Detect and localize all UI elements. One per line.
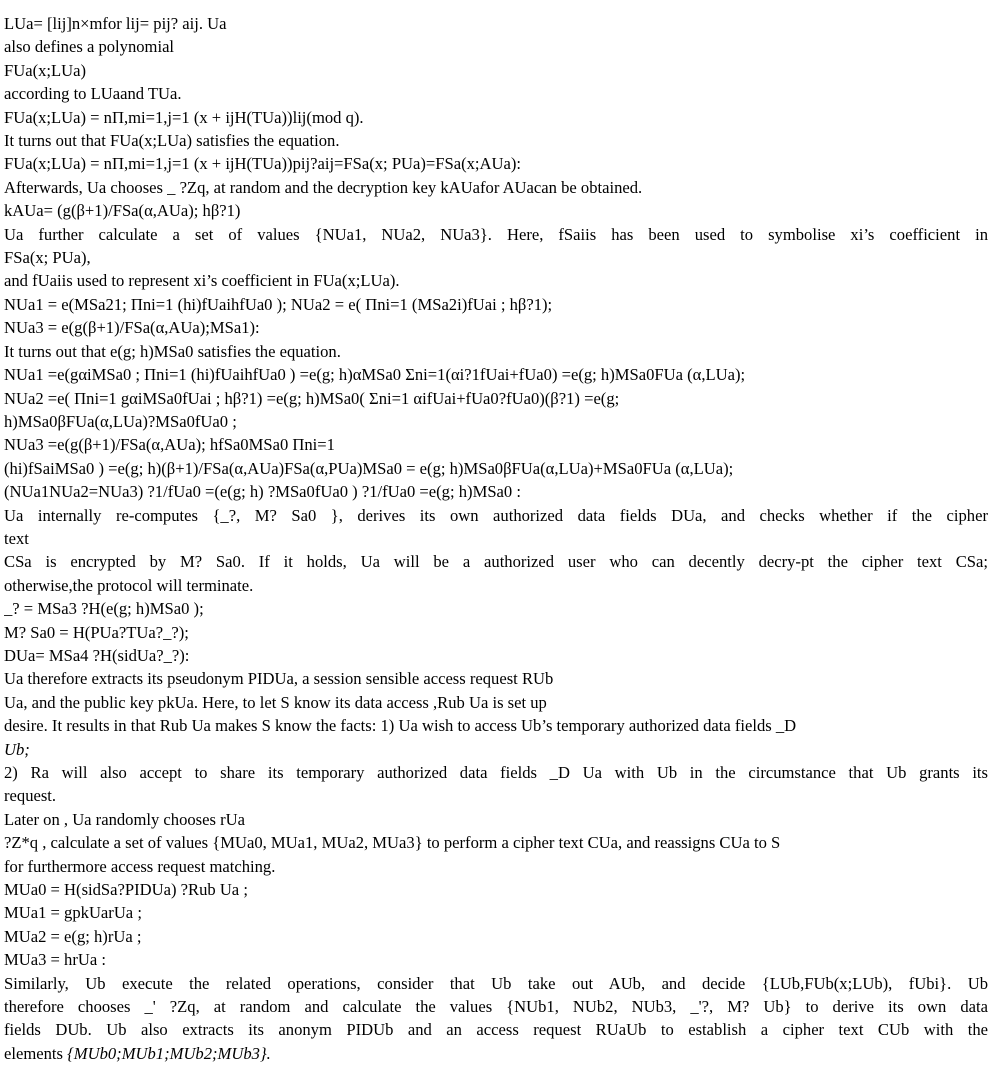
text-line: MUa3 = hrUa : [4, 950, 106, 970]
italic-formula: {MUb0;MUb1;MUb2;MUb3}. [67, 1043, 271, 1063]
text-line: desire. It results in that Rub Ua makes S know the facts: 1) Ua wish to access Ub’s temporary authorized data fields _D [4, 716, 797, 736]
text-line: FUa(x;LUa) = nΠ,mi=1,j=1 (x + ijH(TUa))pij?aij=FSa(x; PUa)=FSa(x;AUa): [4, 154, 521, 174]
text-line: It turns out that FUa(x;LUa) satisfies the equation. [4, 131, 340, 151]
text-line: and fUaiis used to represent xi’s coefficient in FUa(x;LUa). [4, 271, 400, 291]
text-line: NUa3 =e(g(β+1)/FSa(α,AUa); hfSa0MSa0 Πni=1 [4, 435, 335, 455]
text-line: text [4, 528, 29, 548]
text-line-lead: elements [4, 1043, 68, 1063]
text-line: M? Sa0 = H(PUa?TUa?_?); [4, 622, 189, 642]
text-line: FUa(x;LUa) = nΠ,mi=1,j=1 (x + ijH(TUa))lij(mod q). [4, 107, 364, 127]
text-line: Ua internally re-computes {_?, M? Sa0 }, derives its own authorized data fields DUa, and checks whether if the cipher [4, 505, 988, 525]
text-line: Ua, and the public key pkUa. Here, to let S know its data access ,Rub Ua is set up [4, 692, 547, 712]
text-line: CSa is encrypted by M? Sa0. If it holds, Ua will be a authorized user who can decently decry-pt the cipher text CSa; [4, 552, 988, 572]
text-line: It turns out that e(g; h)MSa0 satisfies the equation. [4, 341, 341, 361]
text-line: FSa(x; PUa), [4, 248, 91, 268]
text-line: kAUa= (g(β+1)/FSa(α,AUa); hβ?1) [4, 201, 241, 221]
text-line: Ua further calculate a set of values {NUa1, NUa2, NUa3}. Here, fSaiis has been used to symbolise xi’s coefficient in [4, 224, 988, 244]
text-line: Ua therefore extracts its pseudonym PIDUa, a session sensible access request RUb [4, 669, 554, 689]
text-line: Similarly, Ub execute the related operations, consider that Ub take out AUb, and decide {LUb,FUb(x;LUb), fUbi}. Ub [4, 973, 988, 993]
text-line: Later on , Ua randomly chooses rUa [4, 809, 245, 829]
text-line: h)MSa0βFUa(α,LUa)?MSa0fUa0 ; [4, 411, 237, 431]
text-line: NUa1 =e(gαiMSa0 ; Πni=1 (hi)fUaihfUa0 ) =e(g; h)αMSa0 Σni=1(αi?1fUai+fUa0) =e(g; h)MSa0FUa (α,LUa); [4, 365, 746, 385]
text-line: MUa0 = H(sidSa?PIDUa) ?Rub Ua ; [4, 880, 248, 900]
text-line: _? = MSa3 ?H(e(g; h)MSa0 ); [4, 599, 204, 619]
text-line: fields DUb. Ub also extracts its anonym PIDUb and an access request RUaUb to establish a cipher text CUb with the [4, 1020, 988, 1040]
text-line: according to LUaand TUa. [4, 84, 182, 104]
text-line: ?Z*q , calculate a set of values {MUa0, MUa1, MUa2, MUa3} to perform a cipher text CUa, and reassigns CUa to S [4, 833, 781, 853]
text-line: 2) Ra will also accept to share its temporary authorized data fields _D Ua with Ub in the circumstance that Ub grants its [4, 763, 988, 782]
text-line: (NUa1NUa2=NUa3) ?1/fUa0 =(e(g; h) ?MSa0fUa0 ) ?1/fUa0 =e(g; h)MSa0 : [4, 482, 521, 502]
text-line: for furthermore access request matching. [4, 856, 276, 876]
text-line: NUa2 =e( Πni=1 gαiMSa0fUai ; hβ?1) =e(g; h)MSa0( Σni=1 αifUai+fUa0?fUa0)(β?1) =e(g; [4, 388, 620, 408]
text-line: DUa= MSa4 ?H(sidUa?_?): [4, 645, 190, 665]
text-line: MUa1 = gpkUarUa ; [4, 903, 142, 923]
text-line [4, 1042, 988, 1065]
text-line: NUa1 = e(MSa21; Πni=1 (hi)fUaihfUa0 ); NUa2 = e( Πni=1 (MSa2i)fUai ; hβ?1); [4, 294, 553, 314]
text-line: Ub; [4, 739, 30, 759]
text-line: also defines a polynomial [4, 37, 175, 57]
text-line: otherwise,the protocol will terminate. [4, 575, 254, 595]
text-line: FUa(x;LUa) [4, 60, 87, 80]
text-line: Afterwards, Ua chooses _ ?Zq, at random and the decryption key kAUafor AUacan be obtained. [4, 177, 643, 197]
text-line: therefore chooses _' ?Zq, at random and calculate the values {NUb1, NUb2, NUb3, _'?, M? Ub} to derive its own data [4, 997, 988, 1017]
text-line: NUa3 = e(g(β+1)/FSa(α,AUa);MSa1): [4, 318, 260, 338]
text-line: request. [4, 786, 57, 806]
text-line: LUa= [lij]n×mfor lij= pij? aij. Ua [4, 14, 227, 33]
text-line: MUa2 = e(g; h)rUa ; [4, 926, 142, 946]
text-line: (hi)fSaiMSa0 ) =e(g; h)(β+1)/FSa(α,AUa)FSa(α,PUa)MSa0 = e(g; h)MSa0βFUa(α,LUa)+MSa0FUa (α,LUa); [4, 458, 734, 478]
